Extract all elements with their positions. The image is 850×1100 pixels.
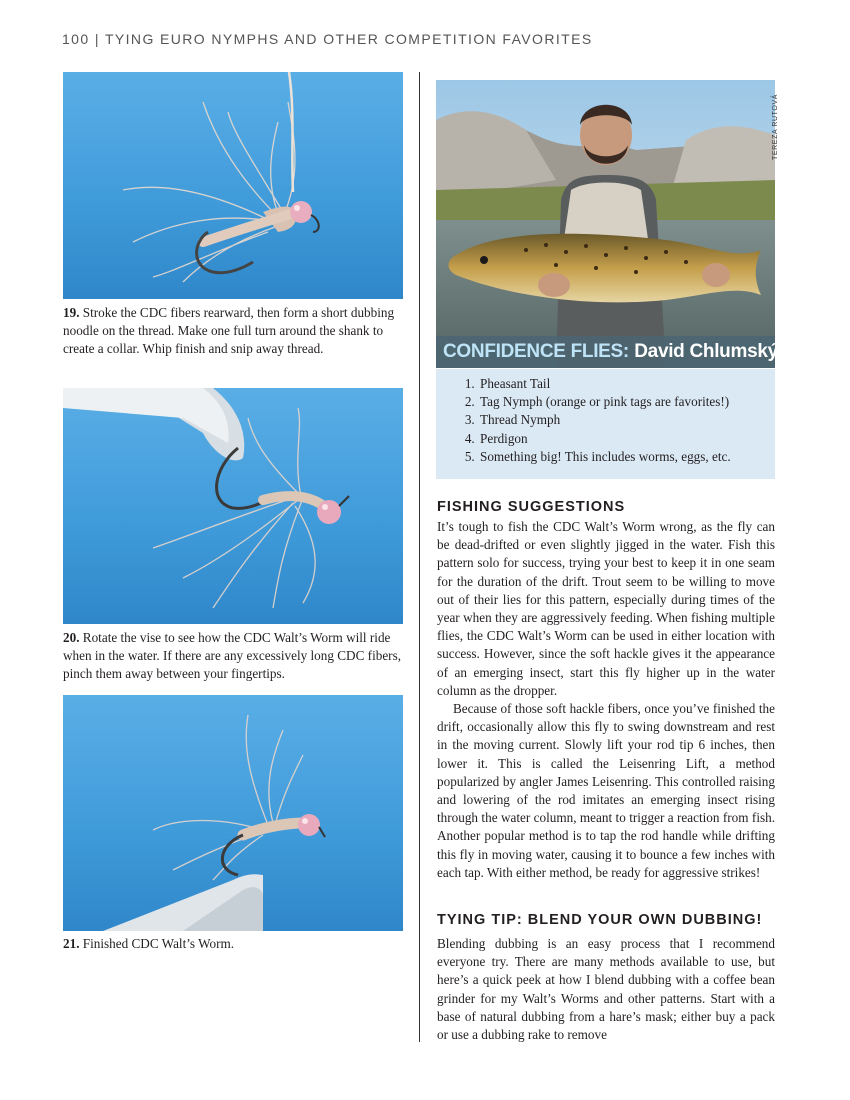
step-19-text: Stroke the CDC fibers rearward, then form a short dubbing noodle on the thread. Make one full turn around the shank to create a collar. Whip finish and snip away thread. xyxy=(63,305,395,356)
step-21-caption xyxy=(63,935,403,953)
list-item: 3. Thread Nymph xyxy=(478,411,775,429)
column-divider xyxy=(419,72,420,1042)
step-20-photo xyxy=(63,388,403,624)
photo-credit: TEREZA RUTOVÁ xyxy=(772,93,779,160)
running-head xyxy=(62,31,593,47)
step-21-number: 21. xyxy=(63,936,80,951)
step-19-photo xyxy=(63,72,403,299)
step-19-caption xyxy=(63,304,403,358)
fishing-suggestions-heading: FISHING SUGGESTIONS xyxy=(437,499,626,515)
step-20-text: Rotate the vise to see how the CDC Walt’s Worm will ride when in the water. If there are any excessively long CDC fibers, pinch them away between your fingertips. xyxy=(63,630,401,681)
step-20-number: 20. xyxy=(63,630,80,645)
list-item: 5. Something big! This includes worms, eggs, etc. xyxy=(478,448,775,466)
step-21-text: Finished CDC Walt’s Worm. xyxy=(79,936,235,951)
fishing-paragraph-2: Because of those soft hackle fibers, once you’ve finished the drift, occasionally allow this fly to swing downstream and rest in the moving current. Slowly lift your rod tip 6 inches, then lower it. This is called the Leisenring Lift, a method popularized by angler James Leisenring. This controlled raising and lowering of the rod imitates an emerging insect rising through the water column, meant to trigger a reaction from fish. Another popular method is to tap the rod handle while drifting this fly in moving water, causing it to bounce a few inches with each tap. With either method, be ready for aggressive strikes! xyxy=(437,701,775,880)
list-item: 2. Tag Nymph (orange or pink tags are favorites!) xyxy=(478,393,775,411)
fishing-suggestions-body xyxy=(437,518,775,882)
tying-tip-body xyxy=(437,935,775,1044)
fishing-paragraph-1: It’s tough to fish the CDC Walt’s Worm wrong, as the fly can be dead-drifted or even slightly jigged in the water. Fish this pattern solo for success, trying your best to keep it in one seam for the duration of the drift. Trout seem to be willing to move out of their lies for this pattern, especially during times of the year when they are aggressively feeding. When fishing multiple flies, the CDC Walt’s Worm can be used in either location with success. However, since the soft hackle gives it the appearance of an emerging insect, start this fly higher up in the water column as the dropper. xyxy=(437,519,775,698)
running-title: TYING EURO NYMPHS AND OTHER COMPETITION FAVORITES xyxy=(104,31,593,47)
angler-name: David Chlumský xyxy=(634,341,778,362)
confidence-flies-label: CONFIDENCE FLIES: xyxy=(443,341,629,362)
list-item: 1. Pheasant Tail xyxy=(478,375,775,393)
header-separator: | xyxy=(94,31,100,47)
step-20-caption xyxy=(63,629,403,683)
step-21-photo xyxy=(63,695,403,931)
confidence-flies-list xyxy=(436,375,775,466)
list-item: 4. Perdigon xyxy=(478,430,775,448)
angler-photo xyxy=(436,80,775,368)
step-19-number: 19. xyxy=(63,305,80,320)
confidence-flies-banner xyxy=(436,336,778,368)
tying-tip-paragraph: Blending dubbing is an easy process that I recommend everyone try. There are many methods available to use, but here’s a quick peek at how I blend dubbing with a coffee bean grinder for my Walt’s Worms and other patterns. Start with a base of natural dubbing from a hare’s mask; either buy a pack or use a dubbing rake to remove xyxy=(437,936,775,1043)
confidence-flies-list-box xyxy=(436,369,775,479)
tying-tip-heading: TYING TIP: BLEND YOUR OWN DUBBING! xyxy=(437,912,763,928)
page-number: 100 xyxy=(62,31,90,47)
